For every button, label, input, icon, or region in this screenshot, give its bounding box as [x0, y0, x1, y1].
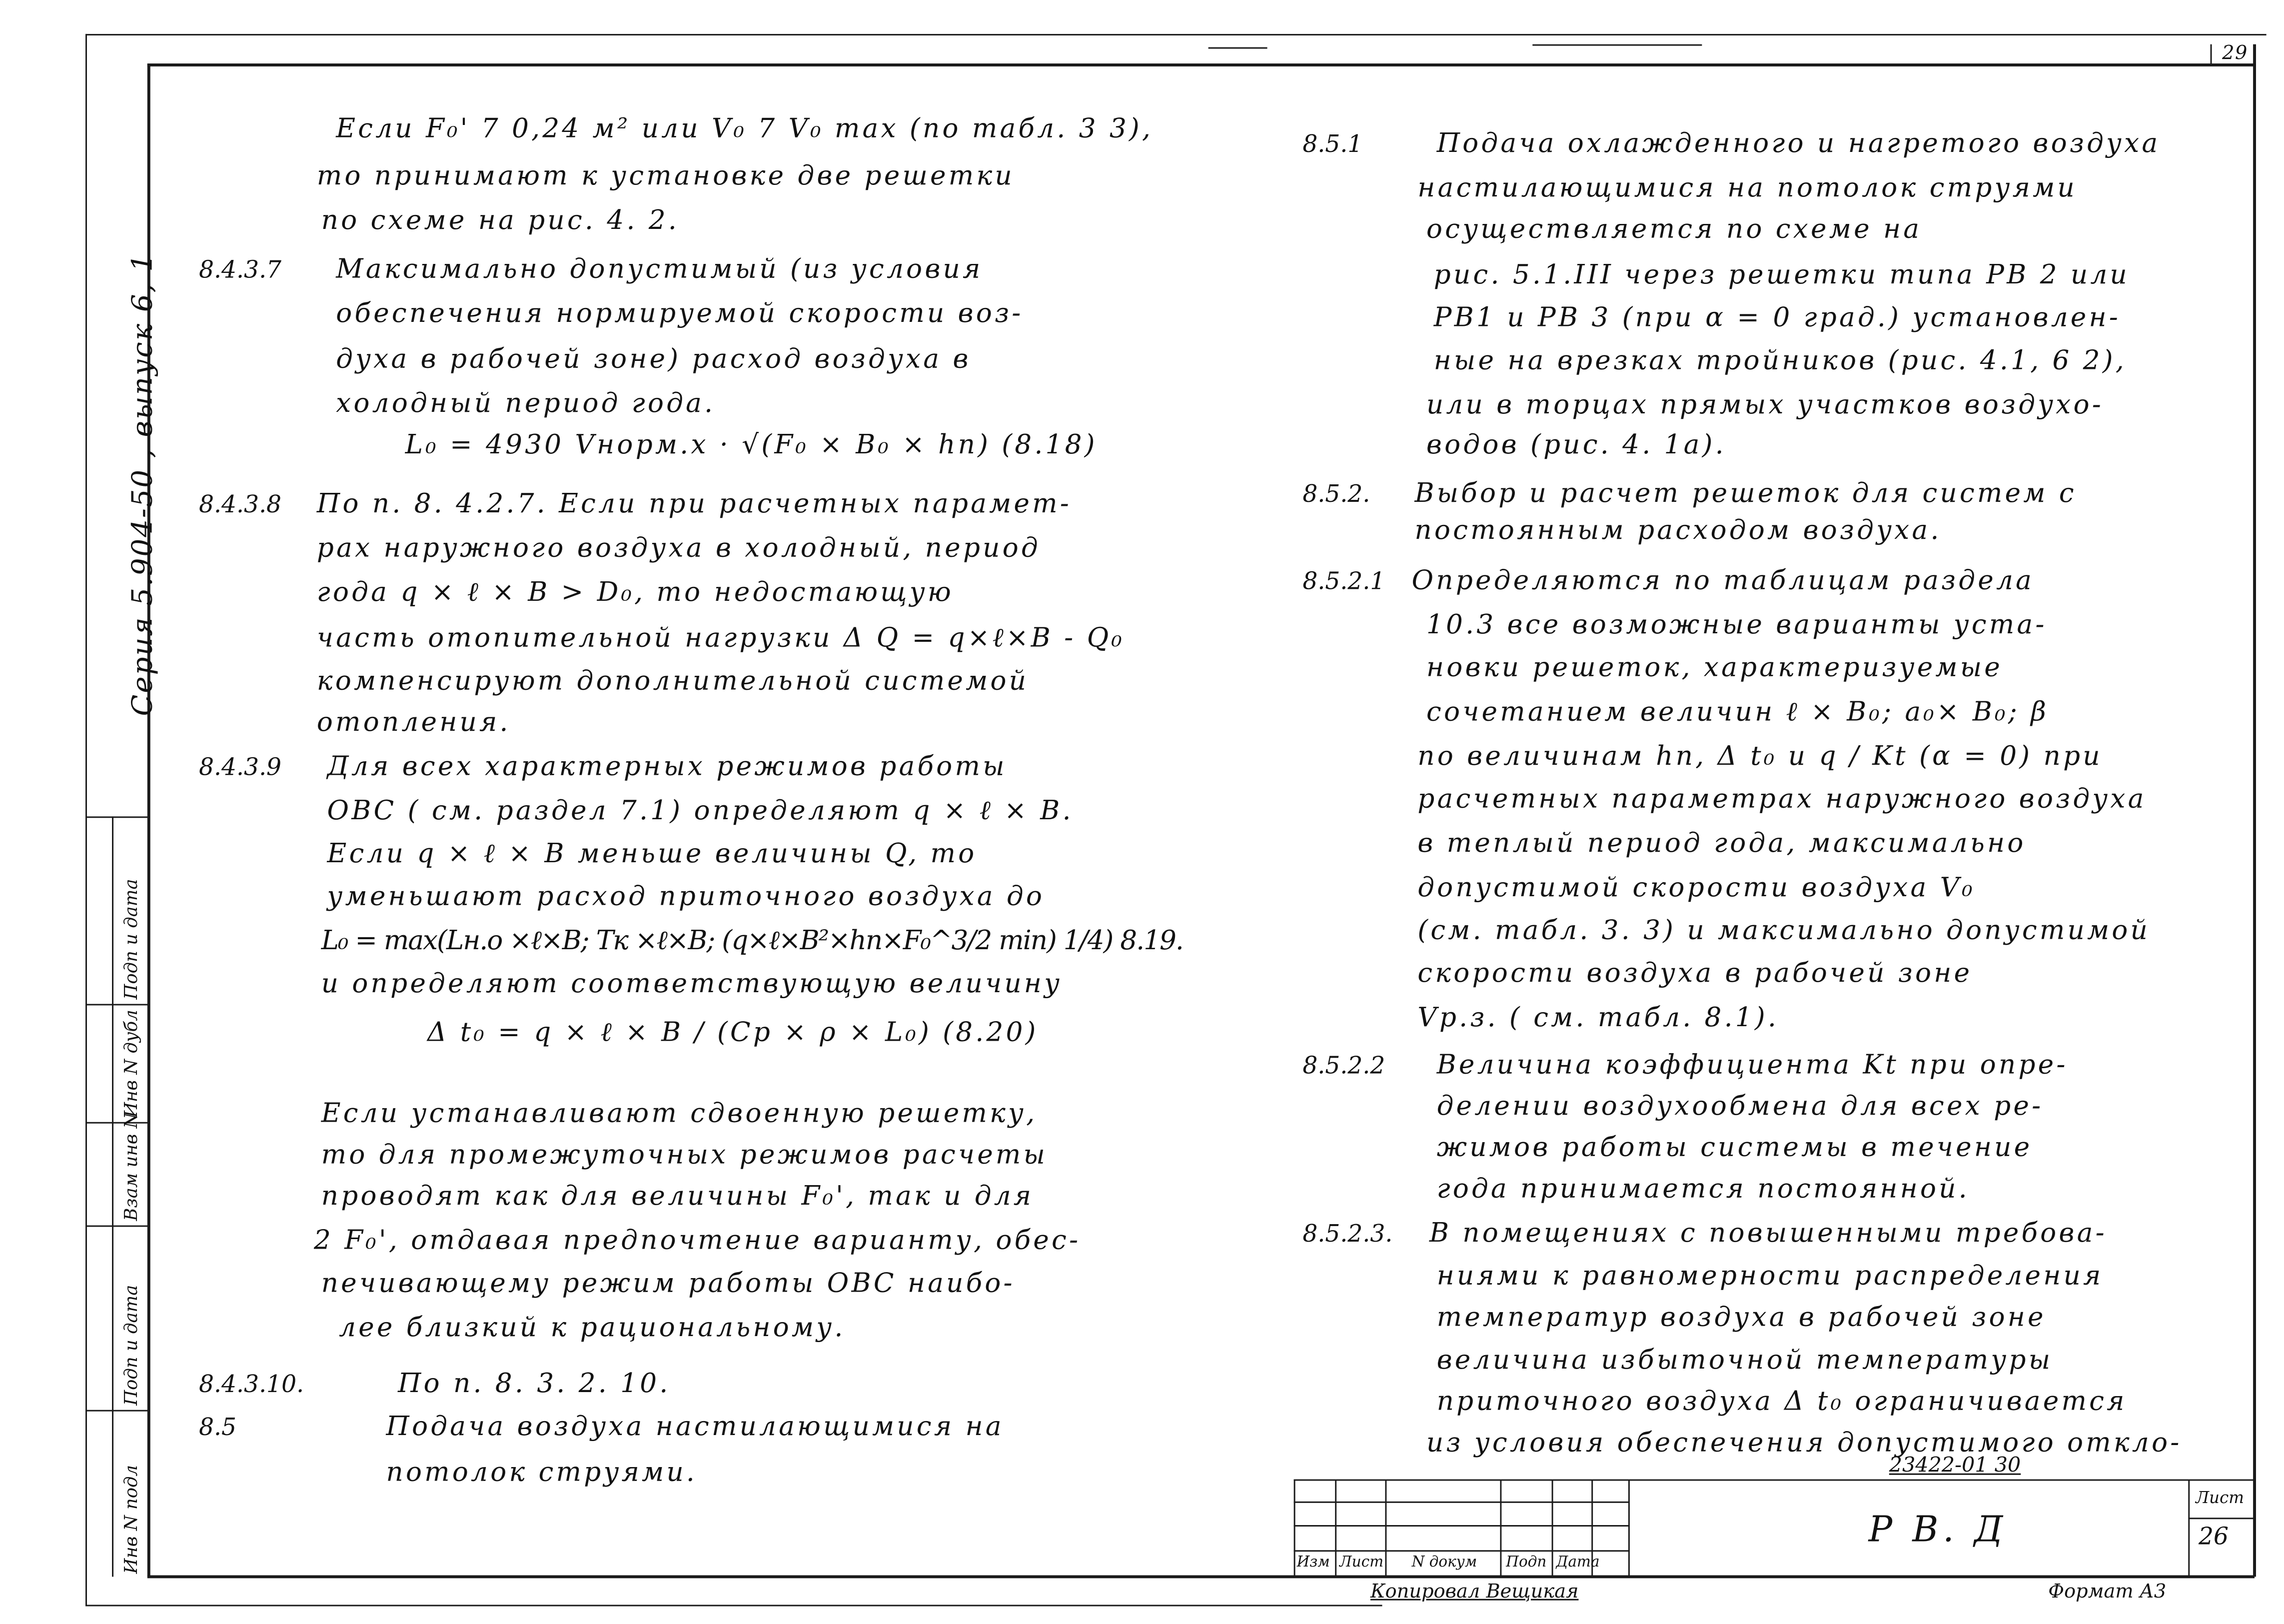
left-clause-number: 8.4.3.7	[199, 255, 282, 284]
format-label: Формат А3	[2048, 1581, 2167, 1604]
right-clause-number: 8.5.2.	[1302, 479, 1370, 508]
right-text-line: В помещениях с повышенными требова-	[1429, 1218, 2107, 1249]
left-clause-number: 8.4.3.10.	[199, 1370, 304, 1399]
right-text-line: Подача охлажденного и нагретого воздуха	[1436, 128, 2161, 159]
top-outer-line	[85, 34, 2267, 35]
left-text-line: По п. 8. 4.2.7. Если при расчетных парамет-	[316, 488, 1072, 520]
left-outer-line	[85, 34, 87, 1607]
left-text-line: 2 F₀', отдавая предпочтение варианту, обес-	[314, 1225, 1081, 1257]
left-text-line: холодный период года.	[336, 388, 716, 419]
right-text-line: 10.3 все возможные варианты уста-	[1426, 609, 2047, 641]
right-text-line: настилающимися на потолок струями	[1417, 172, 2077, 204]
tb-col-doc: N докум	[1411, 1555, 1477, 1571]
designation: Р В. Д	[1868, 1509, 2008, 1551]
left-text-line: Подача воздуха настилающимися на	[386, 1411, 1004, 1443]
right-text-line: допустимой скорости воздуха V₀	[1417, 872, 1976, 904]
right-text-line: из условия обеспечения допустимого откло-	[1426, 1428, 2182, 1459]
left-clause-number: 8.4.3.8	[199, 490, 282, 518]
right-text-line: рис. 5.1.III через решетки типа РВ 2 или	[1433, 259, 2130, 291]
tb-col-izm: Изм	[1296, 1555, 1330, 1571]
right-text-line: приточного воздуха Δ t₀ ограничивается	[1436, 1386, 2127, 1418]
right-text-line: в теплый период года, максимально	[1417, 828, 2026, 859]
right-text-line: Выбор и расчет решеток для систем с	[1414, 478, 2077, 509]
right-text-line: Определяются по таблицам раздела	[1411, 565, 2035, 597]
right-text-line: (см. табл. 3. 3) и максимально допустимой	[1417, 915, 2151, 947]
stamp-inv-original: Инв N подл	[120, 1465, 142, 1574]
sheet-number: 26	[2199, 1522, 2229, 1551]
left-text-line: По п. 8. 3. 2. 10.	[398, 1368, 671, 1400]
bottom-outer-line	[85, 1605, 1382, 1607]
right-text-line: величина избыточной температуры	[1436, 1345, 2053, 1376]
inner-frame-top	[147, 63, 2255, 66]
right-clause-number: 8.5.2.1	[1302, 567, 1385, 595]
left-text-line: Δ t₀ = q × ℓ × B / (Cp × ρ × L₀) (8.20)	[427, 1017, 1039, 1049]
tb-col-list: Лист	[1339, 1555, 1384, 1571]
left-text-line: L₀ = max(Lн.о ×ℓ×B; Tк ×ℓ×B; (q×ℓ×B²×hn×F₀^3/2 min) 1/4) 8.19.	[321, 925, 1183, 957]
right-clause-number: 8.5.1	[1302, 129, 1363, 158]
right-text-line: скорости воздуха в рабочей зоне	[1417, 958, 1973, 989]
left-text-line: то для промежуточных режимов расчеты	[321, 1140, 1048, 1171]
copied-by: Копировал Вещикая	[1370, 1581, 1579, 1604]
right-text-line: водов (рис. 4. 1а).	[1426, 429, 1726, 461]
left-text-line: печивающему режим работы ОВС наибо-	[321, 1268, 1015, 1300]
left-clause-number: 8.5	[199, 1413, 237, 1441]
right-text-line: сочетанием величин ℓ × B₀; a₀× B₀; β	[1426, 697, 2049, 728]
left-text-line: потолок струями.	[386, 1457, 698, 1489]
stamp-inv-duplicate: Инв N дубл	[120, 1010, 142, 1118]
right-text-line: или в торцах прямых участков воздухо-	[1426, 389, 2104, 421]
left-text-line: Если q × ℓ × B меньше величины Q, то	[327, 838, 977, 870]
left-text-line: лее близкий к рациональному.	[339, 1312, 846, 1344]
right-text-line: делении воздухообмена для всех ре-	[1436, 1091, 2044, 1122]
right-clause-number: 8.5.2.2	[1302, 1051, 1385, 1080]
doc-code: 23422-01 30	[1889, 1454, 2021, 1478]
right-text-line: Величина коэффициента Kt при опре-	[1436, 1050, 2068, 1081]
left-text-line: обеспечения нормируемой скорости воз-	[336, 298, 1024, 329]
inner-frame-right	[2253, 44, 2256, 1577]
right-text-line: расчетных параметрах наружного воздуха	[1417, 784, 2147, 815]
left-text-line: то принимают к установке две решетки	[316, 160, 1015, 192]
right-clause-number: 8.5.2.3.	[1302, 1219, 1393, 1248]
left-text-line: L₀ = 4930 Vнорм.х · √(F₀ × B₀ × hn) (8.18)	[405, 429, 1098, 461]
left-text-line: часть отопительной нагрузки Δ Q = q×ℓ×B - Q₀	[316, 623, 1125, 654]
stamp-sign-date-1: Подп и дата	[120, 1285, 142, 1406]
left-clause-number: 8.4.3.9	[199, 753, 282, 781]
stamp-replace-inv: Взам инв N	[120, 1113, 142, 1221]
page-corner-number: 29	[2222, 42, 2248, 65]
left-text-line: Если устанавливают сдвоенную решетку,	[321, 1098, 1038, 1130]
right-text-line: Vр.з. ( см. табл. 8.1).	[1417, 1002, 1779, 1034]
right-text-line: жимов работы системы в течение	[1436, 1132, 2033, 1164]
left-text-line: по схеме на рис. 4. 2.	[321, 205, 680, 236]
right-text-line: постоянным расходом воздуха.	[1414, 515, 1942, 546]
left-text-line: духа в рабочей зоне) расход воздуха в	[336, 344, 971, 375]
right-text-line: ные на врезках тройников (рис. 4.1, 6 2),	[1433, 345, 2127, 377]
left-text-line: Если F₀' 7 0,24 м² или V₀ 7 V₀ max (по табл. 3 3),	[336, 113, 1153, 145]
left-text-line: уменьшают расход приточного воздуха до	[327, 881, 1045, 913]
left-text-line: компенсируют дополнительной системой	[316, 666, 1029, 697]
left-text-line: года q × ℓ × B > D₀, то недостающую	[316, 577, 954, 608]
right-text-line: ниями к равномерности распределения	[1436, 1261, 2104, 1292]
left-text-line: и определяют соответствующую величину	[321, 968, 1063, 1000]
left-text-line: Для всех характерных режимов работы	[327, 751, 1007, 783]
tb-col-sign: Подп	[1506, 1555, 1547, 1571]
left-text-line: ОВС ( см. раздел 7.1) определяют q × ℓ × B.	[327, 795, 1074, 827]
left-text-line: отопления.	[316, 707, 511, 738]
right-text-line: года принимается постоянной.	[1436, 1174, 1970, 1205]
left-text-line: Максимально допустимый (из условия	[336, 254, 983, 285]
right-text-line: новки решеток, характеризуемые	[1426, 652, 2003, 684]
right-text-line: осуществляется по схеме на	[1426, 214, 1922, 245]
right-text-line: температур воздуха в рабочей зоне	[1436, 1302, 2046, 1334]
sheet-label: Лист	[2196, 1488, 2244, 1508]
left-text-line: рах наружного воздуха в холодный, период	[316, 533, 1041, 564]
left-text-line: проводят как для величины F₀', так и для	[321, 1181, 1034, 1212]
right-text-line: по величинам hn, Δ t₀ и q / Kt (α = 0) при	[1417, 741, 2103, 772]
series-label: Серия 5.904-50 , выпуск 6, 1	[126, 252, 159, 716]
stamp-sign-date-2: Подп и дата	[120, 879, 142, 1000]
inner-frame-bottom	[147, 1575, 2255, 1578]
right-text-line: РВ1 и РВ 3 (при α = 0 град.) установлен-	[1433, 302, 2121, 334]
tb-col-date: Дата	[1556, 1555, 1600, 1571]
